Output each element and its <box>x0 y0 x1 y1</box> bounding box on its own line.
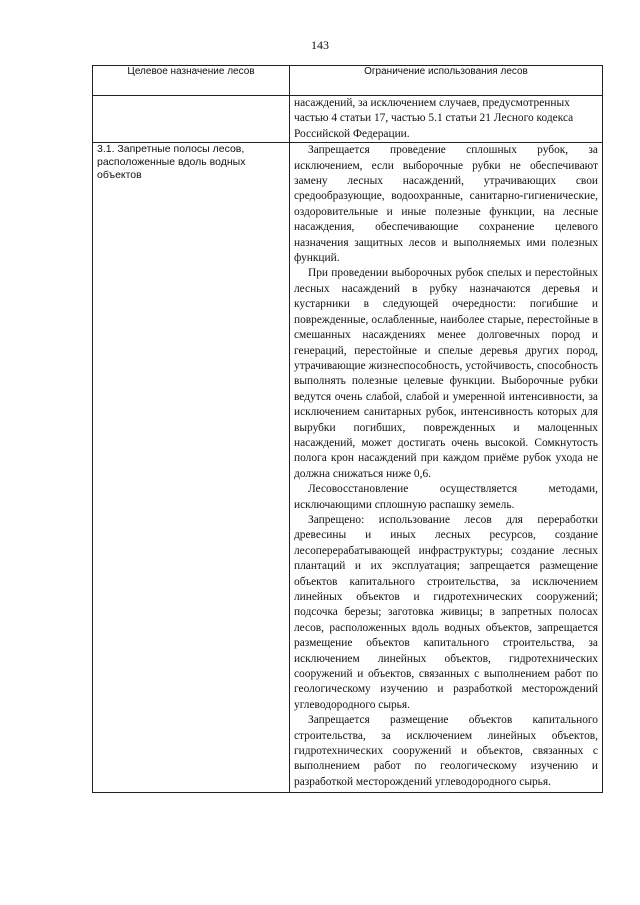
continuation-purpose-cell <box>93 96 290 143</box>
restriction-cell <box>290 143 603 793</box>
header-purpose: Целевое назначение лесов <box>93 66 290 96</box>
header-restriction: Ограничение использования лесов <box>290 66 603 96</box>
page-number: 143 <box>311 38 329 52</box>
restriction-paragraph: При проведении выборочных рубок спелых и перестойных лесных насаждений в рубку назначаются деревья и кустарники в следующей очередности: погибшие и поврежденные, ослабленные, наиболее старые, перестойные в смешанных насаждениях менее долговечных пород и генераций, перестойные и спелые деревья других пород, утрачивающие жизнеспособность, устойчивость, способность выполнять полезные целевые функции. Выборочные рубки ведутся очень слабой, слабой и умеренной интенсивности, за исключением санитарных рубок, интенсивность которых для вырубки погибших, поврежденных и малоценных насаждений, может достигать очень высокой. Сомкнутость полога крон насаждений при каждом приёме рубок ухода не должна снижаться ниже 0,6. <box>294 267 598 480</box>
table-row <box>93 143 603 793</box>
purpose-cell: 3.1. Запретные полосы лесов, расположенные вдоль водных объектов <box>93 143 290 793</box>
table-header-row <box>93 66 603 96</box>
continuation-restriction-cell <box>290 96 603 143</box>
forest-restrictions-table <box>92 65 603 793</box>
restriction-paragraph: Лесовосстановление осуществляется методами, исключающими сплошную распашку земель. <box>294 483 598 511</box>
restriction-paragraph: Запрещено: использование лесов для переработки древесины и иных лесных ресурсов, создание лесоперерабатывающей инфраструктуры; создание лесных плантаций и их эксплуатация; запрещается размещение объектов капитального строительства, за исключением линейных объектов и гидротехнических сооружений; подсочка березы; заготовка живицы; в запретных полосах лесов, расположенных вдоль водных объектов, запрещается размещение объектов капитального строительства, за исключением линейных объектов, гидротехнических сооружений и объектов, связанных с выполнением работ по геологическому изучению и разработкой месторождений углеводородного сырья. <box>294 513 598 711</box>
restriction-paragraph: Запрещается размещение объектов капитального строительства, за исключением линейных объектов, гидротехнических сооружений и объектов, связанных с выполнением работ по геологическому изучению и разработкой месторождений углеводородного сырья. <box>294 714 598 788</box>
continuation-text: насаждений, за исключением случаев, предусмотренных частью 4 статьи 17, частью 5.1 статьи 21 Лесного кодекса Российской Федерации. <box>294 97 574 140</box>
restriction-paragraph: Запрещается проведение сплошных рубок, за исключением, если выборочные рубки не обеспечивают замену лесных насаждений, утрачивающих свои средообразующие, водоохранные, санитарно-гигиенические, оздоровительные и иные полезные функции, на лесные насаждения, обеспечивающие сохранение целевого назначения защитных лесов и выполняемых ими полезных функций. <box>294 144 598 265</box>
table-row-continuation <box>93 96 603 143</box>
